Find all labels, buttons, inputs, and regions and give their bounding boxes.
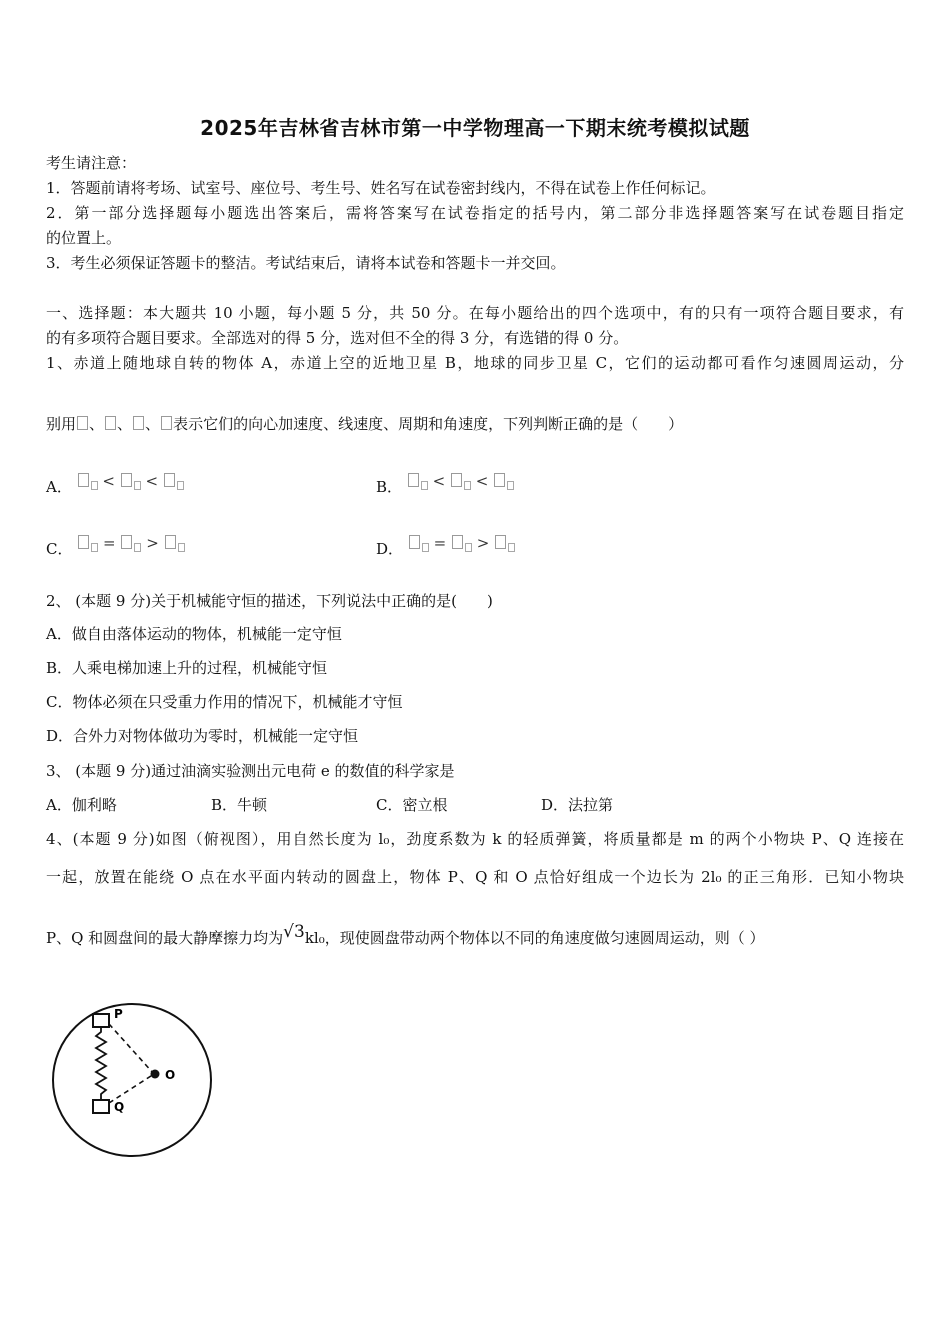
label-q: Q (114, 1100, 125, 1114)
q2-option-c[interactable]: C．物体必须在只受重力作用的情况下，机械能才守恒 (46, 693, 403, 711)
dashed-line-po (109, 1024, 154, 1074)
notice-item: 3．考生必须保证答题卡的整洁。考试结束后，请将本试卷和答题卡一并交回。 (46, 254, 566, 272)
q1-sep: 、 (145, 415, 161, 433)
notice-item: 1．答题前请将考场、试室号、座位号、考生号、姓名写在试卷密封线内，不得在试卷上作任何标记。 (46, 179, 716, 197)
math-operator: > (146, 534, 159, 552)
q1-sep: 、 (89, 415, 105, 433)
q3-option-b[interactable]: B．牛顿 (211, 796, 268, 814)
q3-options (46, 794, 706, 815)
math-operator: = (433, 534, 447, 552)
notice-item: 的位置上。 (46, 229, 122, 247)
option-label: B． (376, 478, 403, 496)
question-2-stem: 2、 (本题 9 分)关于机械能守恒的描述，下列说法中正确的是( ) (46, 592, 493, 610)
math-operator: = (103, 534, 116, 552)
disk-outline (53, 1004, 211, 1156)
q2-option-d[interactable]: D．合外力对物体做功为零时，机械能一定守恒 (46, 727, 359, 745)
page-title: 2025年吉林省吉林市第一中学物理高一下期末统考模拟试题 (200, 116, 750, 140)
formula-placeholder-icon (133, 416, 144, 430)
math-operator: < (145, 472, 159, 490)
notice-item: 2．第一部分选择题每小题选出答案后，需将答案写在试卷指定的括号内，第二部分非选择题答案写在试卷题目指定 (46, 204, 904, 222)
center-point-o (151, 1070, 160, 1079)
section-intro: 一、选择题：本大题共 10 小题，每小题 5 分，共 50 分。在每小题给出的四个选项中，有的只有一项符合题目要求，有 (46, 304, 904, 322)
question-1-stem: 1、赤道上随地球自转的物体 A，赤道上空的近地卫星 B，地球的同步卫星 C，它们的运动都可看作匀速圆周运动，分 (46, 354, 904, 372)
formula-placeholder-icon (77, 416, 88, 430)
spring (96, 1027, 106, 1100)
question-4-stem: 4、(本题 9 分)如图（俯视图），用自然长度为 l₀，劲度系数为 k 的轻质弹簧，将质量都是 m 的两个小物块 P、Q 连接在 (46, 830, 904, 848)
q3-option-a[interactable]: A．伽利略 (46, 796, 117, 814)
question-4-stem-cont: 一起，放置在能绕 O 点在水平面内转动的圆盘上，物体 P、Q 和 O 点恰好组成一个边长为 2l₀ 的正三角形．已知小物块 (46, 868, 904, 886)
option-label: D． (376, 540, 404, 558)
q4-suffix: kl₀，现使圆盘带动两个物体以不同的角速度做匀速圆周运动，则（ ） (304, 929, 765, 947)
q1-suffix: 表示它们的向心加速度、线速度、周期和角速度，下列判断正确的是（ ） (173, 415, 684, 433)
label-o: O (165, 1068, 176, 1082)
q2-option-a[interactable]: A．做自由落体运动的物体，机械能一定守恒 (46, 625, 342, 643)
q3-option-d[interactable]: D．法拉第 (541, 796, 614, 814)
math-operator: < (432, 472, 446, 490)
label-p: P (114, 1007, 123, 1021)
block-q (93, 1100, 109, 1113)
option-label: C． (46, 540, 73, 558)
math-operator: < (475, 472, 489, 490)
notice-heading: 考生请注意： (46, 154, 137, 172)
formula-placeholder-icon (105, 416, 116, 430)
question-4-stem-cont (46, 922, 765, 948)
q3-option-c[interactable]: C．密立根 (376, 796, 448, 814)
q2-option-b[interactable]: B．人乘电梯加速上升的过程，机械能守恒 (46, 659, 328, 677)
dashed-line-qo (109, 1074, 154, 1103)
disk-diagram (50, 998, 235, 1168)
q1-sep: 、 (117, 415, 133, 433)
q1-prefix: 别用 (46, 415, 77, 433)
q4-prefix: P、Q 和圆盘间的最大静摩擦力均为 (46, 929, 284, 947)
question-3-stem: 3、 (本题 9 分)通过油滴实验测出元电荷 e 的数值的科学家是 (46, 762, 455, 780)
section-intro: 的有多项符合题目要求。全部选对的得 5 分，选对但不全的得 3 分，有选错的得 0 分。 (46, 329, 629, 347)
q1-option-d[interactable] (376, 534, 515, 559)
math-operator: > (476, 534, 490, 552)
option-label: A． (46, 478, 72, 496)
block-p (93, 1014, 109, 1027)
sqrt-3-symbol: √3 (283, 922, 305, 942)
question-1-stem-cont (46, 413, 683, 434)
q1-option-b[interactable] (376, 472, 514, 497)
q1-option-a[interactable] (46, 472, 184, 497)
formula-placeholder-icon (161, 416, 172, 430)
math-operator: < (102, 472, 115, 490)
q1-option-c[interactable] (46, 534, 185, 559)
